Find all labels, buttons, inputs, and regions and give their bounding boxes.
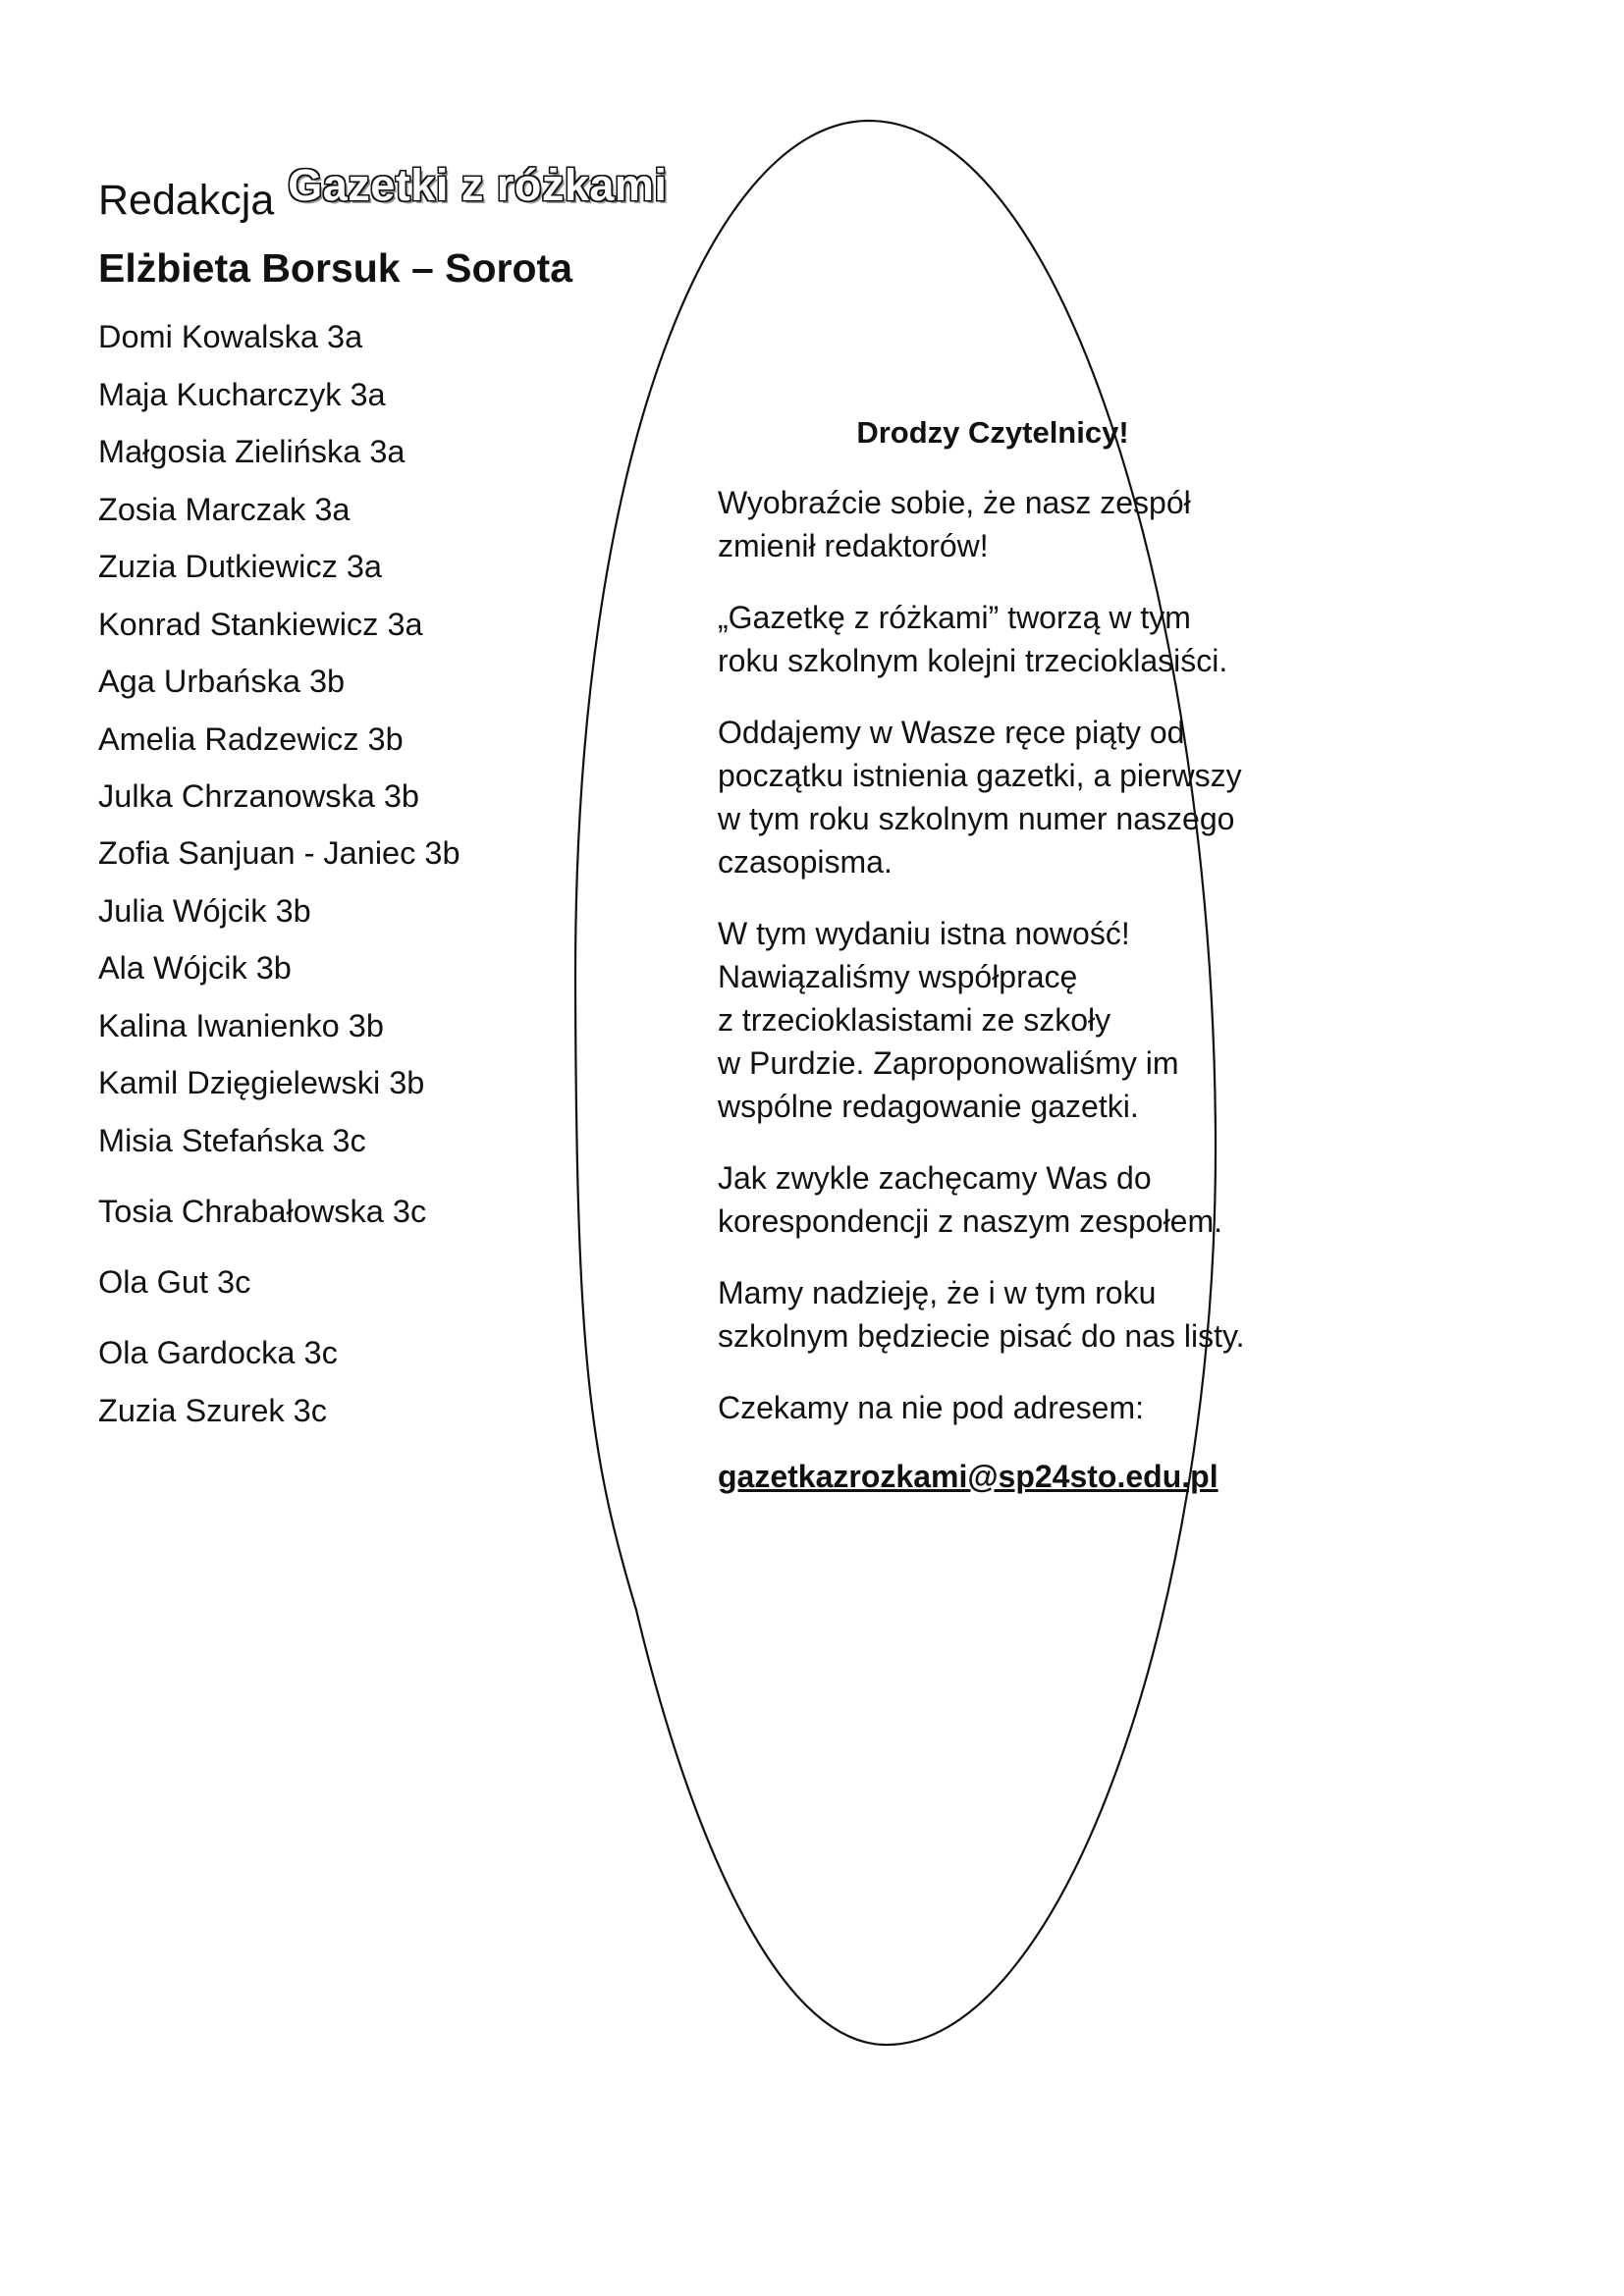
letter-paragraph: „Gazetkę z różkami” tworzą w tym roku szkolnym kolejni trzecioklasiści. <box>718 600 1228 678</box>
team-member: Zofia Sanjuan - Janiec 3b <box>98 835 460 871</box>
team-member: Maja Kucharczyk 3a <box>98 377 386 412</box>
team-member: Ola Gardocka 3c <box>98 1335 338 1370</box>
team-member: Ola Gut 3c <box>98 1264 251 1300</box>
team-member: Ala Wójcik 3b <box>98 950 292 986</box>
masthead <box>98 160 667 225</box>
letter-paragraph: Jak zwykle zachęcamy Was do korespondencji z naszym zespołem. <box>718 1160 1223 1239</box>
team-member: Misia Stefańska 3c <box>98 1123 366 1158</box>
letter-paragraph: Mamy nadzieję, że i w tym roku szkolnym będziecie pisać do nas listy. <box>718 1275 1245 1354</box>
letter-paragraph: W tym wydaniu istna nowość! Nawiązaliśmy współpracę z trzecioklasistami ze szkoły w Purdzie. Zaproponowaliśmy im wspólne redagowanie gazetki. <box>718 916 1179 1124</box>
team-member: Małgosia Zielińska 3a <box>98 434 406 469</box>
team-member: Kamil Dzięgielewski 3b <box>98 1065 425 1100</box>
team-member: Julia Wójcik 3b <box>98 893 311 929</box>
team-member: Zosia Marczak 3a <box>98 492 351 527</box>
letter-greeting: Drodzy Czytelnicy! <box>856 415 1129 450</box>
email-link[interactable]: gazetkazrozkami@sp24sto.edu.pl <box>718 1459 1218 1494</box>
letter-paragraph: Oddajemy w Wasze ręce piąty od początku istnienia gazetki, a pierwszy w tym roku szkolnym numer naszego czasopisma. <box>718 715 1242 880</box>
team-member: Zuzia Dutkiewicz 3a <box>98 549 382 584</box>
team-member: Kalina Iwanienko 3b <box>98 1008 384 1043</box>
team-member: Zuzia Szurek 3c <box>98 1393 328 1428</box>
team-member: Aga Urbańska 3b <box>98 664 346 699</box>
team-member: Konrad Stankiewicz 3a <box>98 607 423 642</box>
letter-paragraph: Wyobraźcie sobie, że nasz zespół zmienił redaktorów! <box>718 485 1191 563</box>
team-member: Tosia Chrabałowska 3c <box>98 1194 427 1229</box>
letter-paragraph: Czekamy na nie pod adresem: <box>718 1390 1144 1425</box>
editor-name: Elżbieta Borsuk – Sorota <box>98 245 573 291</box>
team-member: Julka Chrzanowska 3b <box>98 778 419 814</box>
team-member: Amelia Radzewicz 3b <box>98 721 404 757</box>
team-member: Domi Kowalska 3a <box>98 319 363 354</box>
masthead-lead: Redakcja <box>98 177 275 224</box>
masthead-brand: Gazetki z różkami <box>288 160 668 210</box>
